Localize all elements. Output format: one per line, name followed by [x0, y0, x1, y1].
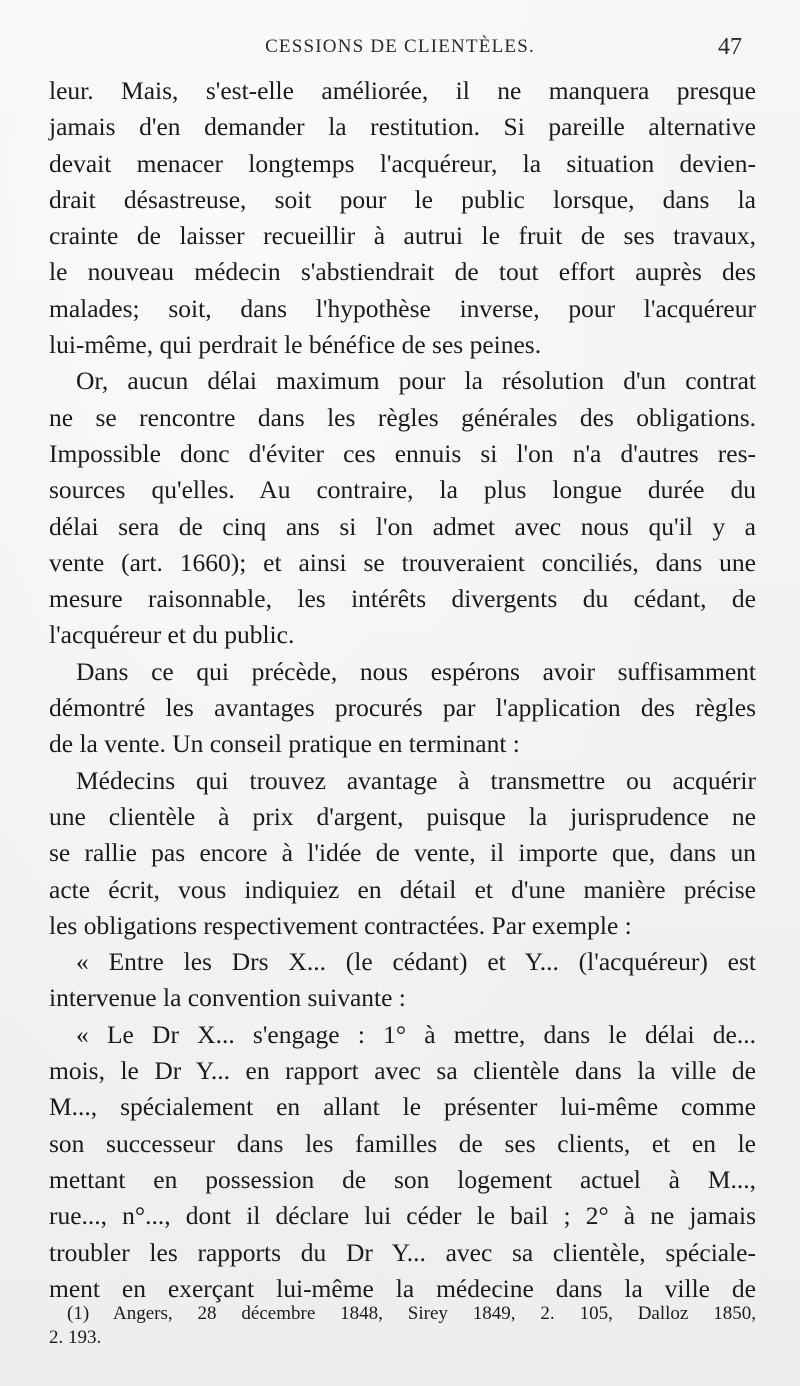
- text-line: M..., spécialement en allant le présenter lui-même comme: [49, 1092, 756, 1122]
- text-line: démontré les avantages procurés par l'application des règles: [49, 693, 756, 723]
- text-line: mois, le Dr Y... en rapport avec sa clientèle dans la ville de: [49, 1056, 756, 1086]
- text-line: l'acquéreur et du public.: [49, 620, 295, 650]
- paragraph-first-line: Dans ce qui précède, nous espérons avoir suffisamment: [76, 656, 756, 686]
- text-line: devait menacer longtemps l'acquéreur, la situation devien-: [49, 148, 756, 178]
- text-line: vente (art. 1660); et ainsi se trouveraient conciliés, dans une: [49, 547, 756, 577]
- text-line: se rallie pas encore à l'idée de vente, il importe que, dans un: [49, 838, 756, 868]
- text-line: une clientèle à prix d'argent, puisque la jurisprudence ne: [49, 801, 756, 831]
- page-header: [0, 34, 800, 64]
- paragraph-first-line: « Entre les Drs X... (le cédant) et Y... (l'acquéreur) est: [76, 947, 756, 977]
- text-line: troubler les rapports du Dr Y... avec sa clientèle, spéciale-: [49, 1237, 756, 1267]
- text-line: Impossible donc d'éviter ces ennuis si l'on n'a d'autres res-: [49, 438, 756, 468]
- footnotes: [49, 1302, 756, 1350]
- text-line: ne se rencontre dans les règles générales des obligations.: [49, 402, 756, 432]
- text-line: de la vente. Un conseil pratique en terminant :: [49, 729, 520, 759]
- text-line: lui-même, qui perdrait le bénéfice de ses peines.: [49, 330, 542, 360]
- paragraph-first-line: Or, aucun délai maximum pour la résolution d'un contrat: [76, 366, 756, 396]
- text-line: leur. Mais, s'est-elle améliorée, il ne manquera presque: [49, 76, 756, 105]
- running-head: CESSIONS DE CLIENTÈLES.: [265, 36, 535, 57]
- page-number: 47: [718, 34, 742, 60]
- text-line: acte écrit, vous indiquiez en détail et d'une manière précise: [49, 874, 756, 904]
- body-text: [49, 73, 756, 1307]
- text-line: délai sera de cinq ans si l'on admet avec nous qu'il y a: [49, 511, 756, 541]
- text-line: drait désastreuse, soit pour le public lorsque, dans la: [49, 184, 756, 214]
- text-line: malades; soit, dans l'hypothèse inverse, pour l'acquéreur: [49, 293, 756, 323]
- paragraph-first-line: « Le Dr X... s'engage : 1° à mettre, dans le délai de...: [76, 1019, 756, 1049]
- text-line: le nouveau médecin s'abstiendrait de tout effort auprès des: [49, 257, 756, 287]
- text-line: crainte de laisser recueillir à autrui le fruit de ses travaux,: [49, 221, 756, 251]
- text-line: rue..., n°..., dont il déclare lui céder le bail ; 2° à ne jamais: [49, 1201, 756, 1231]
- text-line: son successeur dans les familles de ses clients, et en le: [49, 1128, 756, 1158]
- text-line: intervenue la convention suivante :: [49, 983, 406, 1013]
- text-line: sources qu'elles. Au contraire, la plus longue durée du: [49, 475, 756, 505]
- paragraph-first-line: Médecins qui trouvez avantage à transmettre ou acquérir: [76, 765, 756, 795]
- text-line: mettant en possession de son logement actuel à M...,: [49, 1164, 756, 1194]
- footnote-line: (1) Angers, 28 décembre 1848, Sirey 1849, 2. 105, Dalloz 1850,: [67, 1303, 756, 1324]
- footnote-line: 2. 193.: [49, 1327, 102, 1348]
- text-line: les obligations respectivement contractées. Par exemple :: [49, 910, 632, 940]
- text-line: ment en exerçant lui-même la médecine dans la ville de: [49, 1273, 756, 1303]
- text-line: mesure raisonnable, les intérêts divergents du cédant, de: [49, 584, 756, 614]
- text-line: jamais d'en demander la restitution. Si pareille alternative: [49, 112, 756, 142]
